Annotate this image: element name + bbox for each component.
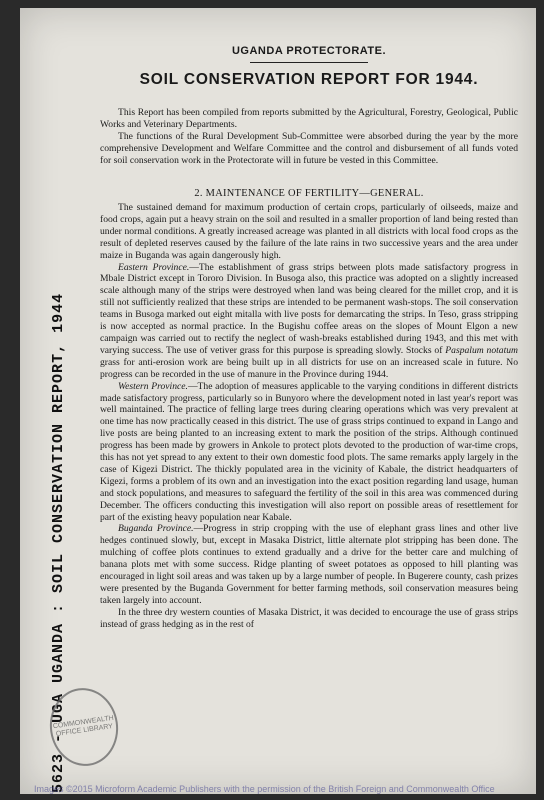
general-paragraph: The sustained demand for maximum production of certain crops, particularly of oilseeds, maize and food crops, again put a heavy strain on the soil and resulted in a smaller proportion of land being rested than under normal conditions. A greatly increased acreage was planted in all districts with local food crops as the result of depleted reserves caused by the failure of the late rains in two successive years and the area under maize in Buganda was again dangerously high. <box>100 202 518 261</box>
buganda-paragraph <box>100 523 518 606</box>
document-page <box>20 8 536 794</box>
section-body <box>100 202 518 631</box>
masaka-paragraph: In the three dry western counties of Masaka District, it was decided to encourage the use of grass strips instead of grass hedging as in the rest of <box>100 606 518 630</box>
western-paragraph <box>100 381 518 524</box>
eastern-paragraph <box>100 262 518 381</box>
intro-paragraph-2: The functions of the Rural Development Sub-Committee were absorbed during the year by the more comprehensive Development and Welfare Committee and the control and disbursement of all funds voted for soil conservation work in the Protectorate will in future be vested in this Committee. <box>100 130 518 166</box>
western-label: Western Province. <box>118 380 188 392</box>
eastern-label: Eastern Province. <box>118 261 190 273</box>
buganda-label: Buganda Province. <box>118 523 194 535</box>
stamp-text: COMMONWEALTH OFFICE LIBRARY <box>52 714 115 738</box>
handwritten-side-note: 5623 - UGA UGANDA : SOIL CONSERVATION REPORT, 1944 <box>50 292 67 793</box>
heading-rule <box>250 62 368 63</box>
eastern-text-end: grass for anti-erosion work are being built up in all districts for use on an increased scale in future. No progress can be recorded in the use of manure in the Province during 1944. <box>100 356 518 380</box>
report-title: SOIL CONSERVATION REPORT FOR 1944. <box>139 71 479 88</box>
copyright-watermark: Images ©2015 Microform Academic Publishers with the permission of the British Foreign and Commonwealth Office <box>34 784 495 794</box>
eastern-text: —The establishment of grass strips between plots made satisfactory progress in Mbale District except in Tororo Division. In Busoga also, this practice was adopted on a slightly increased scale although many of the strips were destroyed when land was being cleared for the millet crop, and it is still not sufficiently realized that these strips are intended to be permanent wash-stops. The soil conservation teams in Busoga marked out eight mitalla with live posts for demarcating the strips. In Teso, grass stripping is now accepted as normal practice. In the Bugishu coffee areas on the slopes of Mount Elgon a new campaign was carried out to rectify the neglect of wash-breaks established during 1943, and this met with varying success. The use of vetiver grass for this purpose is spreading slowly. Stocks of <box>100 261 518 356</box>
buganda-text: —Progress in strip cropping with the use of elephant grass lines and other live hedges continued slowly, but, except in Masaka District, little alternate plot stripping has been done. The mulching of coffee plots continues to extend gradually and a drive for the better care and mulching of banana plots met with some success. Ridge planting of sweet potatoes as opposed to hill planting was encouraged in light soil areas and was taken up by a large number of people. In Bugerere county, cash prizes were presented by the Buganda Government for better farming methods, soil conservation measures being taken largely into account. <box>100 523 518 606</box>
section-heading: 2. MAINTENANCE OF FERTILITY—GENERAL. <box>194 188 424 199</box>
western-text: —The adoption of measures applicable to the varying conditions in different districts made satisfactory progress, particularly so in Bunyoro where the development noted in last year's report was well maintained. The practice of felling large trees during clearing operations which was very prevalent at one time has now practically ceased in this district. The use of grass strips continued to expand in Lango and live posts are being planted to an increasing extent to mark the position of the strips. Although continued progress has been made by growers in Ankole to protect plots devoted to the production of war-time crops, this has not yet spread to any extent to their own domestic food plots. The same remarks apply largely in the case of Kigezi District. The thickly populated area in the vicinity of Kabale, the district headquarters of Kigezi, forms a problem of its own and an investigation into the exact position regarding land usage, human and stock populations, and measures to safeguard the fertility of the soil in this area was commenced during December. The officers conducting this investigation will also report on possible areas of resettlement for part of the existing heavy population near Kabale. <box>100 380 519 523</box>
paspalum-name: Paspalum notatum <box>445 344 518 356</box>
protectorate-heading: UGANDA PROTECTORATE. <box>231 45 387 57</box>
intro-section <box>100 107 518 167</box>
intro-paragraph-1: This Report has been compiled from reports submitted by the Agricultural, Forestry, Geological, Public Works and Veterinary Departments. <box>100 107 518 130</box>
